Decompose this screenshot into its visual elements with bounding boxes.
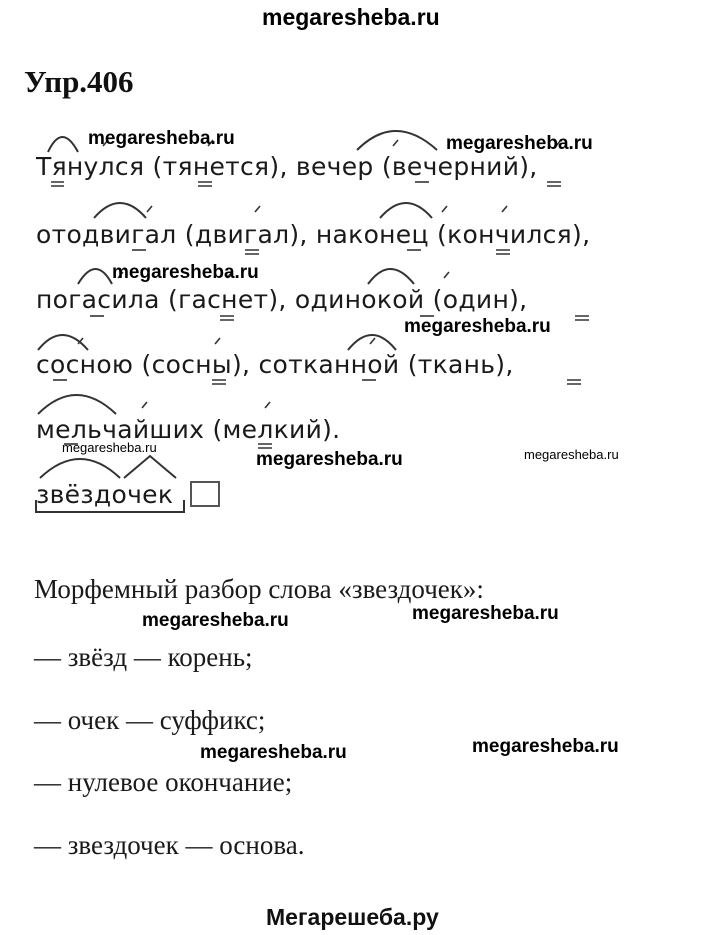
watermark: megaresheba.ru — [472, 736, 619, 757]
watermark: megaresheba.ru — [200, 742, 347, 763]
suffix-caret — [124, 456, 176, 478]
root-arc — [38, 395, 116, 414]
root-arc — [48, 137, 78, 152]
root-arc — [380, 203, 432, 218]
watermark: megaresheba.ru — [62, 440, 157, 455]
vowel-underline — [51, 182, 64, 186]
morph-line-ending: — нулевое окончание; — [34, 767, 293, 797]
watermark: megaresheba.ru — [524, 447, 619, 462]
zero-ending-box — [190, 481, 220, 507]
root-arc — [40, 459, 120, 478]
morph-line-base: — звездочек — основа. — [34, 830, 305, 860]
morph-line-suffix: — очек — суффикс; — [34, 705, 266, 735]
root-arc — [38, 335, 88, 350]
root-arc — [94, 203, 146, 218]
root-arc — [357, 131, 437, 150]
top-watermark: megaresheba.ru — [262, 4, 440, 30]
analysis-line-5: мельчайших (мелкий). — [36, 415, 341, 444]
exercise-title: Упр.406 — [24, 64, 134, 99]
root-arc — [78, 269, 112, 284]
watermark: megaresheba.ru — [412, 603, 559, 624]
watermark: megaresheba.ru — [446, 133, 593, 154]
root-arc — [368, 269, 414, 284]
morph-line-root: — звёзд — корень; — [34, 642, 253, 672]
morpheme-word: звёздочек — [36, 480, 174, 509]
analysis-line-2: отодвигал (двигал), наконец (кончился), — [36, 220, 591, 249]
analysis-line-4: сосною (сосны), сотканной (ткань), — [36, 350, 514, 379]
watermark: megaresheba.ru — [88, 128, 235, 149]
watermark: megaresheba.ru — [112, 262, 259, 283]
analysis-line-1: Тянулся (тянется), вечер (вечерний), — [36, 152, 538, 181]
watermark: megaresheba.ru — [256, 449, 403, 470]
footer-brand: Мегарешеба.ру — [266, 904, 439, 930]
watermark: megaresheba.ru — [404, 316, 551, 337]
watermark: megaresheba.ru — [142, 610, 289, 631]
root-arc — [348, 335, 396, 350]
morph-heading: Морфемный разбор слова «звездочек»: — [34, 574, 484, 604]
analysis-line-3: погасила (гаснет), одинокой (один), — [36, 285, 528, 314]
